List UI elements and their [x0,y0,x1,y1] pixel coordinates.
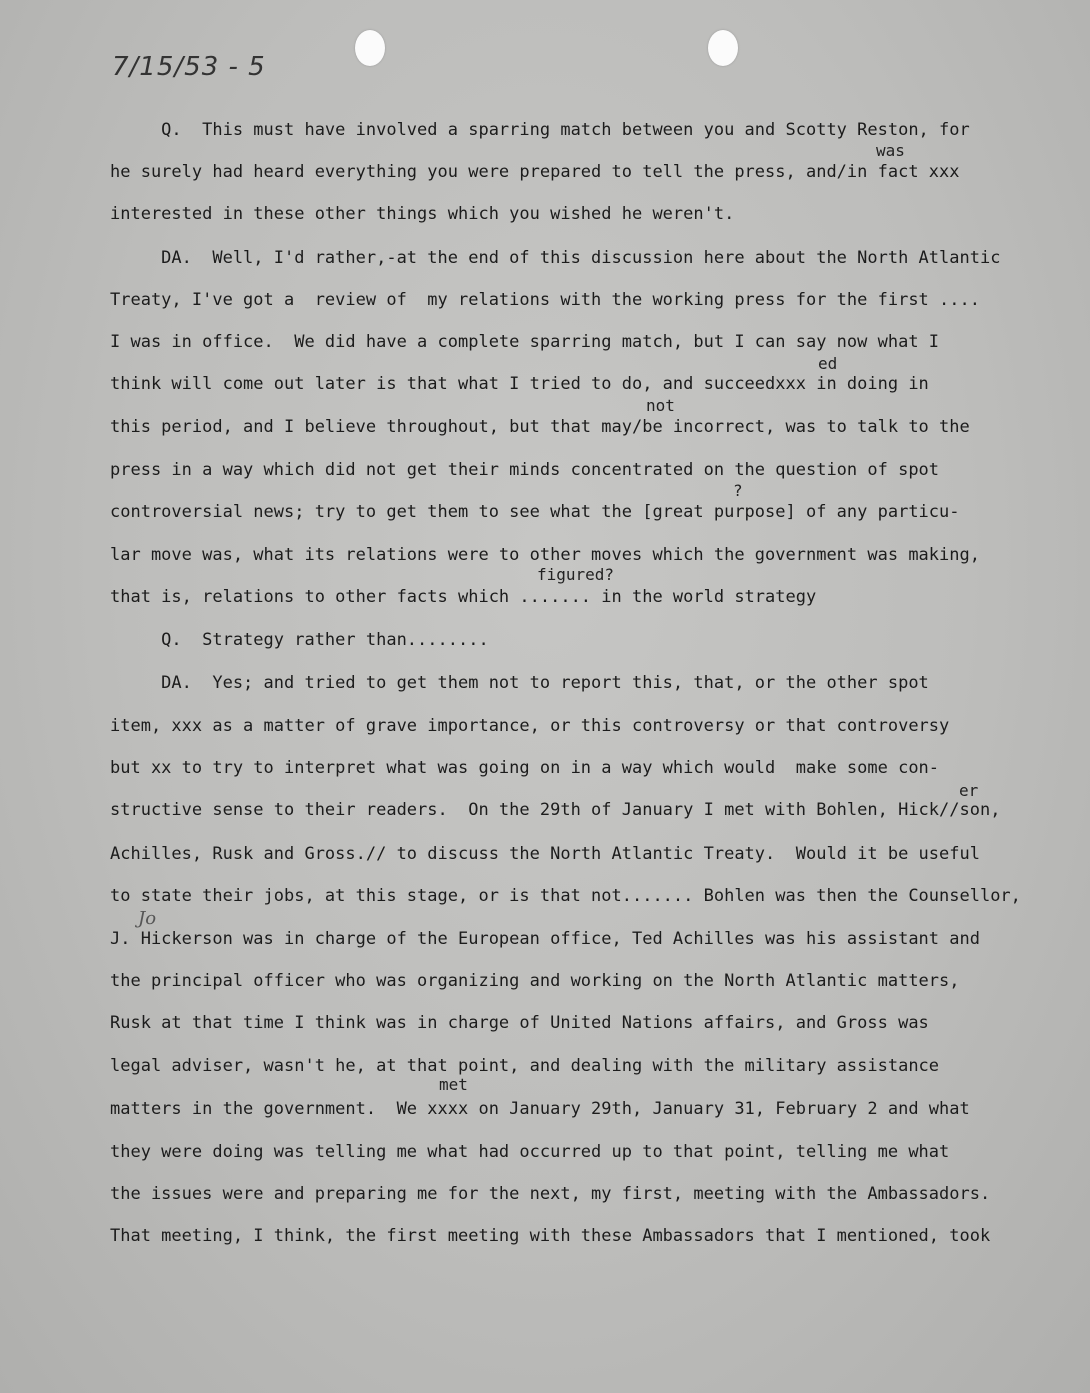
punch-hole-left [355,30,385,66]
interline-was: was [876,141,905,160]
text-line: they were doing was telling me what had occurred up to that point, telling me what [110,1142,950,1162]
interline-ed: ed [818,354,838,373]
punch-hole-right [708,30,738,66]
text-line: Treaty, I've got a review of my relations with the working press for the first .... [110,290,980,310]
text-line: the principal officer who was organizing and working on the North Atlantic matters, [110,971,960,991]
text-line: this period, and I believe throughout, but that may/be incorrect, was to talk to the [110,417,970,437]
text-line: I was in office. We did have a complete sparring match, but I can say now what I [110,332,940,352]
interline-question: ? [733,481,743,500]
text-line: matters in the government. We xxxx on January 29th, January 31, February 2 and what [110,1099,970,1119]
text-line: item, xxx as a matter of grave importance, or this controversy or that controversy [110,716,950,736]
text-line: Achilles, Rusk and Gross.// to discuss the North Atlantic Treaty. Would it be useful [110,844,980,864]
text-line: but xx to try to interpret what was going on in a way which would make some con- [110,758,940,778]
interline-er: er [959,781,979,800]
page-number-label: 7/15/53 - 5 [112,52,266,82]
text-line: That meeting, I think, the first meeting with these Ambassadors that I mentioned, took [110,1226,991,1246]
text-line: to state their jobs, at this stage, or is that not....... Bohlen was then the Counsellor, [110,886,1021,906]
text-line: Q. This must have involved a sparring match between you and Scotty Reston, for [110,120,970,140]
handwritten-annotation: Jo [138,908,157,929]
text-line: Q. Strategy rather than........ [110,630,489,650]
text-line: DA. Well, I'd rather,-at the end of this discussion here about the North Atlantic [110,248,1001,268]
text-line: the issues were and preparing me for the next, my first, meeting with the Ambassadors. [110,1184,991,1204]
text-line: think will come out later is that what I tried to do, and succeedxxx in doing in [110,374,929,394]
text-line: that is, relations to other facts which ....... in the world strategy [110,587,817,607]
interline-figured: figured? [537,565,615,584]
text-line: he surely had heard everything you were prepared to tell the press, and/in fact xxx [110,162,960,182]
text-line: controversial news; try to get them to see what the [great purpose] of any particu- [110,502,960,522]
text-line: structive sense to their readers. On the 29th of January I met with Bohlen, Hick//son, [110,800,1001,820]
text-line: J. Hickerson was in charge of the European office, Ted Achilles was his assistant and [110,929,980,949]
text-line: DA. Yes; and tried to get them not to report this, that, or the other spot [110,673,929,693]
text-line: lar move was, what its relations were to other moves which the government was making, [110,545,980,565]
text-line: Rusk at that time I think was in charge of United Nations affairs, and Gross was [110,1013,929,1033]
text-line: interested in these other things which you wished he weren't. [110,204,735,224]
interline-not: not [646,396,675,415]
text-line: legal adviser, wasn't he, at that point, and dealing with the military assistance [110,1056,940,1076]
text-line: press in a way which did not get their minds concentrated on the question of spot [110,460,940,480]
interline-met: met [439,1075,468,1094]
